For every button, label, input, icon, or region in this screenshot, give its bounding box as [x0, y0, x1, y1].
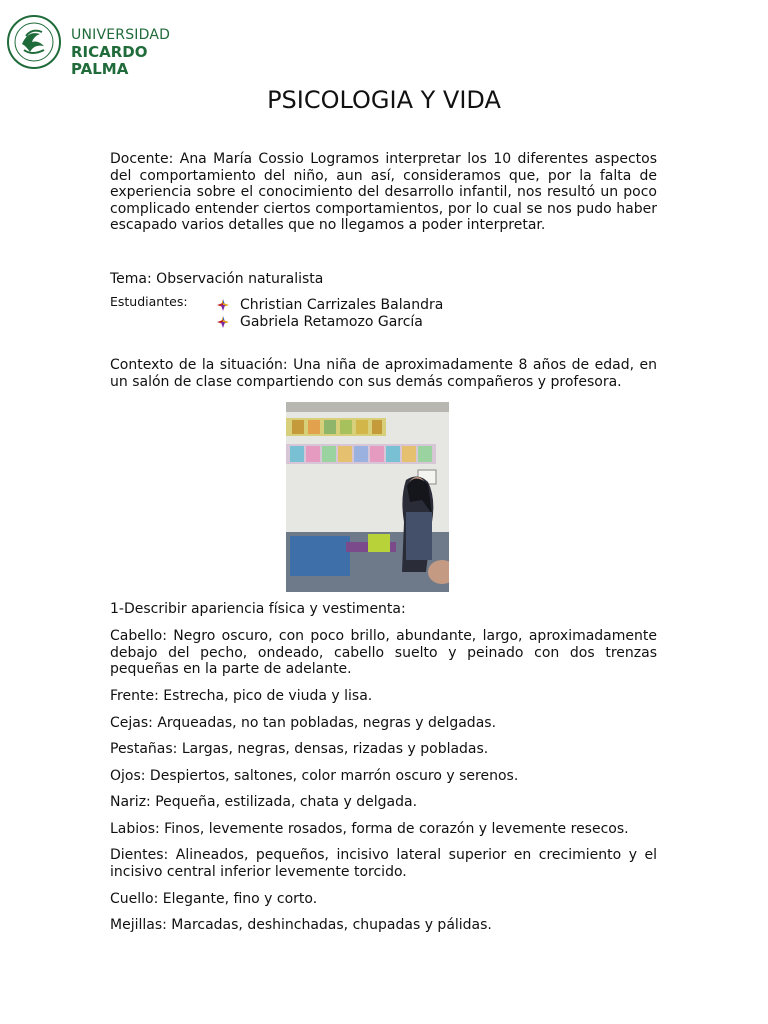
student-name: Gabriela Retamozo García — [240, 313, 423, 330]
description-neck: Cuello: Elegante, fino y corto. — [110, 891, 318, 907]
student-name: Christian Carrizales Balandra — [240, 297, 444, 313]
document-title: PSICOLOGIA Y VIDA — [267, 86, 501, 114]
section-heading: 1-Describir apariencia física y vestimenta: — [110, 601, 406, 617]
description-eyelashes: Pestañas: Largas, negras, densas, rizadas y pobladas. — [110, 741, 489, 757]
topic-line: Tema: Observación naturalista — [110, 271, 324, 287]
description-hair: Cabello: Negro oscuro, con poco brillo, abundante, largo, aproximadamente debajo del pecho, ondeado, cabello suelto y peinado con dos trenzas pequeñas en la parte de adelante. — [110, 628, 657, 678]
description-teeth: Dientes: Alineados, pequeños, incisivo lateral superior en crecimiento y el incisivo central inferior levemente torcido. — [110, 847, 657, 880]
university-logo — [4, 14, 188, 78]
student-item — [216, 297, 443, 314]
students-list — [216, 297, 443, 330]
students-label: Estudiantes: — [110, 294, 188, 309]
logo-line-2: RICARDO PALMA — [71, 43, 148, 78]
logo-line-1: UNIVERSIDAD — [71, 27, 171, 43]
university-seal-icon — [4, 14, 66, 72]
classroom-photo — [286, 402, 449, 592]
intro-paragraph: Docente: Ana María Cossio Logramos interpretar los 10 diferentes aspectos del comportamiento del niño, aun así, consideramos que, por la falta de experiencia sobre el conocimiento del desarrollo infantil, nos resultó un poco complicado entender ciertos comportamientos, por lo cual se nos pudo haber escapado varios detalles que no llegamos a poder interpretar. — [110, 151, 657, 234]
description-nose: Nariz: Pequeña, estilizada, chata y delgada. — [110, 794, 418, 810]
description-cheeks: Mejillas: Marcadas, deshinchadas, chupadas y pálidas. — [110, 917, 492, 933]
description-eyes: Ojos: Despiertos, saltones, color marrón oscuro y serenos. — [110, 768, 519, 784]
logo-wordmark — [71, 27, 188, 78]
description-forehead: Frente: Estrecha, pico de viuda y lisa. — [110, 688, 373, 704]
student-item — [216, 314, 443, 331]
four-color-diamond-bullet-icon — [216, 298, 230, 312]
four-color-diamond-bullet-icon — [216, 315, 230, 329]
context-paragraph: Contexto de la situación: Una niña de aproximadamente 8 años de edad, en un salón de clase compartiendo con sus demás compañeros y profesora. — [110, 357, 657, 390]
description-eyebrows: Cejas: Arqueadas, no tan pobladas, negras y delgadas. — [110, 715, 497, 731]
description-lips: Labios: Finos, levemente rosados, forma de corazón y levemente resecos. — [110, 821, 629, 837]
